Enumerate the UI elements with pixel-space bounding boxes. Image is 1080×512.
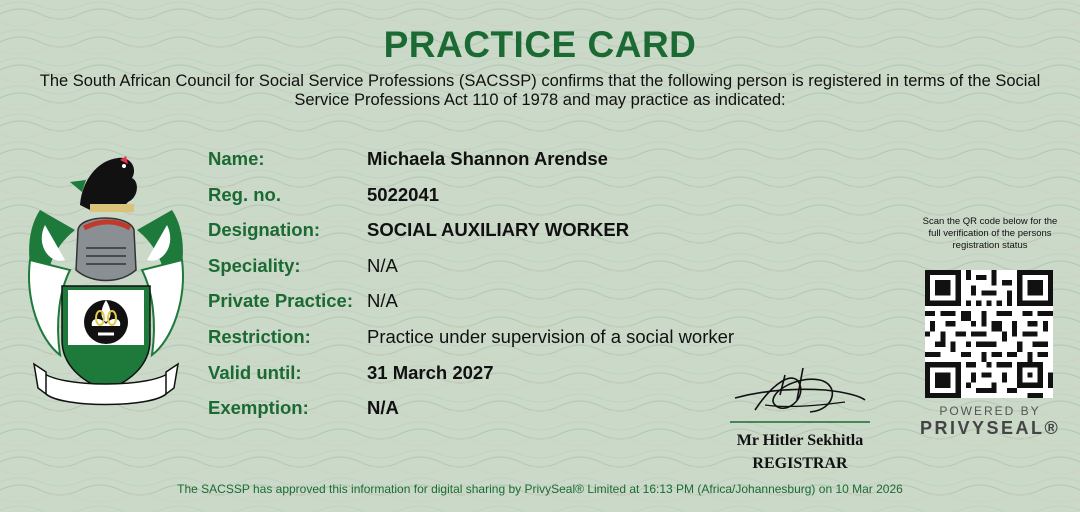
name-label: Name:: [208, 148, 265, 169]
restriction-label: Restriction:: [208, 326, 311, 347]
reg-no-value: 5022041: [367, 184, 440, 205]
name-value: Michaela Shannon Arendse: [367, 148, 608, 169]
intro-text: The South African Council for Social Service Professions (SACSSP) confirms that the following person is registered in terms of the Social Service Professions Act 110 of 1978 and may practice as indicated:: [39, 72, 1041, 109]
card-title: PRACTICE CARD: [383, 24, 697, 65]
restriction-value: Practice under supervision of a social worker: [367, 326, 735, 347]
qr-instructions: Scan the QR code below for the full verification of the persons registration status: [922, 216, 1058, 251]
exemption-label: Exemption:: [208, 397, 309, 418]
privyseal-logo: PRIVYSEAL®: [920, 418, 1061, 438]
valid-until-value: 31 March 2027: [367, 362, 494, 383]
designation-value: SOCIAL AUXILIARY WORKER: [367, 219, 630, 240]
registrar-name: Mr Hitler Sekhitla: [736, 432, 864, 449]
footer-disclaimer: The SACSSP has approved this information for digital sharing by PrivySeal® Limited at 16:13 PM (Africa/Johannesburg) on 10 Mar 2026: [177, 482, 903, 496]
designation-label: Designation:: [208, 219, 321, 240]
private-practice-value: N/A: [367, 290, 398, 311]
reg-no-label: Reg. no.: [208, 184, 281, 205]
valid-until-label: Valid until:: [208, 362, 302, 383]
registrar-signature: [725, 360, 875, 425]
registrar-role: REGISTRAR: [752, 455, 848, 472]
speciality-value: N/A: [367, 255, 398, 276]
private-practice-label: Private Practice:: [208, 290, 354, 311]
verification-qr-code[interactable]: [925, 270, 1053, 398]
powered-by-text: POWERED BY: [939, 404, 1041, 418]
speciality-label: Speciality:: [208, 255, 301, 276]
exemption-value: N/A: [367, 397, 399, 418]
coat-of-arms-logo: [20, 150, 192, 410]
